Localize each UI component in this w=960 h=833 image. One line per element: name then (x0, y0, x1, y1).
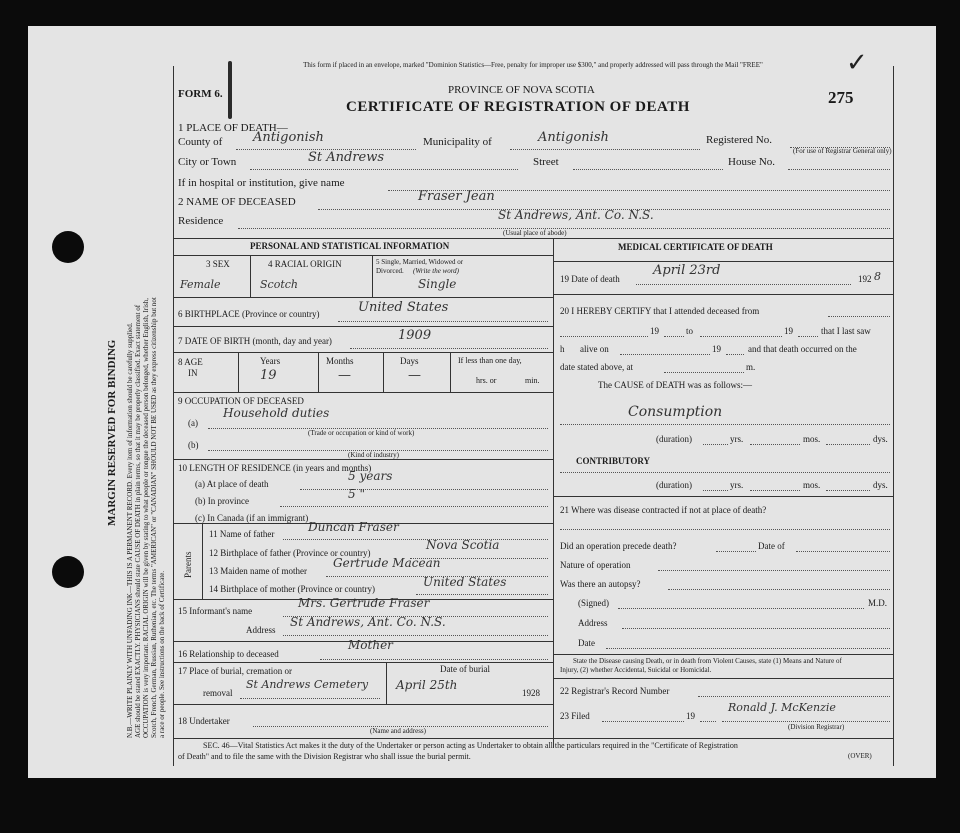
burial-date-value: April 25th (396, 678, 458, 692)
months-value: — (338, 368, 351, 383)
burial-date-label: Date of burial (440, 664, 490, 674)
envelope-notice: This form if placed in an envelope, marked "Dominion Statistics—Free, penalty for improper use $300," and properly addressed will pass through the Mail "FREE" (303, 61, 763, 69)
death-year-prefix: 192 (858, 274, 872, 284)
father-bp-value: Nova Scotia (426, 538, 500, 552)
nature-label: Nature of operation (560, 560, 631, 570)
days-label: Days (400, 356, 419, 366)
contracted-label: 21 Where was disease contracted if not at place of death? (560, 505, 767, 515)
cause-yrs: yrs. (730, 434, 744, 444)
death-occurred: and that death occurred on the (748, 344, 857, 354)
registered-label: Registered No. (706, 134, 772, 146)
dob-value: 1909 (398, 328, 432, 343)
city-label: City or Town (178, 156, 237, 168)
residence-length-heading: 10 LENGTH OF RESIDENCE (in years and months) (178, 463, 372, 473)
to-19: 19 (784, 326, 793, 336)
med-date-label: Date (578, 638, 595, 648)
burial-label-2: removal (203, 688, 233, 698)
state-note-1: State the Disease causing Death, or in death from Violent Causes, state (1) Means and Nature of (573, 657, 842, 665)
years-label: Years (260, 356, 281, 366)
racial-label: 4 RACIAL ORIGIN (268, 259, 342, 269)
occ-a-note: (Trade or occupation or kind of work) (308, 429, 415, 437)
dob-label: 7 DATE OF BIRTH (month, day and year) (178, 336, 332, 346)
date-of-label: Date of (758, 541, 785, 551)
operation-label: Did an operation precede death? (560, 541, 677, 551)
days-value: — (408, 368, 421, 383)
marital-label-1: 5 Single, Married, Widowed or (376, 258, 464, 266)
md-label: M.D. (868, 598, 888, 608)
months-label: Months (326, 356, 354, 366)
sex-value: Female (180, 278, 221, 291)
marital-value: Single (418, 277, 457, 291)
years-value: 19 (260, 368, 277, 383)
margin-label: MARGIN RESERVED FOR BINDING (106, 339, 118, 526)
side-instruction-1: N.B.—WRITE PLAINLY WITH UNFADING INK—THIS IS A PERMANENT RECORD. Every item of information should be carefully supplied. (126, 322, 134, 738)
last-saw: that I last saw (821, 326, 871, 336)
cause-value: Consumption (628, 404, 723, 420)
res-a-label: (a) At place of death (195, 479, 269, 489)
state-note-2: Injury, (2) whether Accidental, Suicidal or Homicidal. (560, 666, 712, 674)
side-instruction-4: Scotch, French, German, Russian, Ruthenian, etc. The terms "AMERICAN" or "CANADIAN" SHOULD NOT BE USED as they express citizenship but not (150, 297, 158, 738)
column-divider (553, 238, 554, 748)
occ-b-note: (Kind of industry) (348, 451, 399, 459)
res-b-label: (b) In province (195, 496, 249, 506)
occ-b-label: (b) (188, 440, 199, 450)
death-year-value: 8 (874, 270, 881, 283)
alive-on: alive on (580, 344, 609, 354)
signed-label: (Signed) (578, 598, 609, 608)
residence-label: Residence (178, 215, 224, 227)
county-label: County of (178, 136, 223, 148)
mother-label: 13 Maiden name of mother (209, 566, 307, 576)
racial-value: Scotch (260, 278, 298, 291)
birthplace-value: United States (358, 300, 449, 315)
informant-label: 15 Informant's name (178, 606, 253, 616)
mother-value: Gertrude Macean (333, 556, 441, 570)
res-c-label: (c) In Canada (if an immigrant) (195, 513, 309, 523)
filed-19: 19 (686, 711, 695, 721)
cause-dys: dys. (873, 434, 888, 444)
certificate-number: 275 (828, 88, 854, 107)
mother-bp-label: 14 Birthplace of mother (Province or country) (209, 584, 375, 594)
cause-label: The CAUSE of DEATH was as follows:— (598, 380, 752, 390)
hrs-label: hrs. or (476, 376, 497, 385)
address-value: St Andrews, Ant. Co. N.S. (290, 615, 446, 629)
mother-bp-value: United States (423, 575, 507, 589)
footer-line-1: SEC. 46—Vital Statistics Act makes it the duty of the Undertaker or person acting as Undertaker to obtain all the particulars required in the "Certificate of Registration (203, 741, 738, 750)
personal-heading: PERSONAL AND STATISTICAL INFORMATION (250, 241, 450, 251)
burial-value: St Andrews Cemetery (246, 678, 369, 691)
division-label: (Division Registrar) (788, 723, 845, 731)
footer-over: (OVER) (848, 752, 872, 760)
right-border (893, 66, 894, 766)
registrar-signature: Ronald J. McKenzie (728, 701, 836, 714)
birthplace-label: 6 BIRTHPLACE (Province or country) (178, 309, 320, 319)
filed-label: 23 Filed (560, 711, 590, 721)
city-value: St Andrews (308, 150, 385, 165)
m-label: m. (746, 362, 756, 372)
undertaker-label: 18 Undertaker (178, 716, 230, 726)
hospital-label: If in hospital or institution, give name (178, 177, 345, 189)
age-label-2: IN (188, 368, 198, 378)
contrib-duration-label: (duration) (656, 480, 692, 490)
pen-stroke-mark (228, 61, 232, 119)
autopsy-label: Was there an autopsy? (560, 579, 641, 589)
occ-a-value: Household duties (223, 406, 330, 420)
contrib-yrs: yrs. (730, 480, 744, 490)
contrib-mos: mos. (803, 480, 821, 490)
sex-label: 3 SEX (206, 259, 230, 269)
res-a-value: 5 years (348, 469, 393, 483)
footer-line-2: of Death" and to file the same with the Division Registrar who shall issue the burial permit. (178, 752, 471, 761)
name-value: Fraser Jean (418, 189, 495, 204)
residence-value: St Andrews, Ant. Co. N.S. (498, 208, 654, 222)
date-stated: date stated above, at (560, 362, 633, 372)
side-instruction-3: OCCUPATION is very important. RACIAL ORIGIN will be given by stating to what people or tongue the deceased person belonged, whether English, Irish, (142, 297, 150, 738)
relationship-label: 16 Relationship to deceased (178, 649, 279, 659)
res-b-value: 5 " (348, 487, 365, 501)
residence-note: (Usual place of abode) (503, 229, 567, 237)
check-mark: ✓ (846, 48, 868, 77)
registrar-label: 22 Registrar's Record Number (560, 686, 670, 696)
age-label-1: 8 AGE (178, 357, 203, 367)
punch-hole-top (52, 231, 84, 263)
burial-year: 1928 (522, 688, 540, 698)
min-label: min. (525, 376, 540, 385)
death-date-value: April 23rd (653, 263, 721, 278)
informant-value: Mrs. Gertrude Fraser (298, 596, 430, 610)
certificate-paper (28, 26, 936, 778)
med-address-label: Address (578, 618, 608, 628)
cause-mos: mos. (803, 434, 821, 444)
medical-heading: MEDICAL CERTIFICATE OF DEATH (618, 242, 773, 252)
undertaker-note: (Name and address) (370, 727, 426, 735)
municipality-label: Municipality of (423, 136, 492, 148)
h-label: h (560, 344, 565, 354)
father-bp-label: 12 Birthplace of father (Province or country) (209, 548, 371, 558)
certify-label: 20 I HEREBY CERTIFY that I attended deceased from (560, 306, 760, 316)
registered-note: (For use of Registrar General only) (793, 147, 892, 155)
punch-hole-bottom (52, 556, 84, 588)
burial-label-1: 17 Place of burial, cremation or (178, 666, 292, 676)
name-label: 2 NAME OF DECEASED (178, 196, 296, 208)
to-label: to (686, 326, 694, 336)
less-label: If less than one day, (458, 356, 522, 365)
father-label: 11 Name of father (209, 529, 275, 539)
street-label: Street (533, 156, 559, 168)
from-19: 19 (650, 326, 659, 336)
occupation-heading: 9 OCCUPATION OF DECEASED (178, 396, 304, 406)
relationship-value: Mother (348, 638, 393, 652)
side-instruction-2: AGE should be stated EXACTLY. PHYSICIANS should state CAUSE OF DEATH in plain terms, so that it may be properly classified. Exact statement of (134, 304, 142, 738)
alive-19: 19 (712, 344, 721, 354)
county-value: Antigonish (253, 130, 324, 145)
left-border (173, 66, 174, 766)
contrib-dys: dys. (873, 480, 888, 490)
page-title: CERTIFICATE OF REGISTRATION OF DEATH (346, 99, 690, 115)
province-heading: PROVINCE OF NOVA SCOTIA (448, 84, 595, 96)
contributory-label: CONTRIBUTORY (576, 456, 651, 466)
form-label: FORM 6. (178, 88, 223, 100)
parents-label: Parents (183, 551, 193, 578)
cause-duration-label: (duration) (656, 434, 692, 444)
occ-a-label: (a) (188, 418, 198, 428)
father-value: Duncan Fraser (308, 520, 399, 534)
death-date-label: 19 Date of death (560, 274, 620, 284)
side-instruction-5: a race or people. See instructions on the back of Certificate. (158, 570, 166, 738)
municipality-value: Antigonish (538, 130, 609, 145)
marital-note: (Write the word) (413, 267, 460, 275)
house-label: House No. (728, 156, 776, 168)
place-heading: 1 PLACE OF DEATH— (178, 122, 288, 134)
address-label: Address (246, 625, 276, 635)
marital-label-2: Divorced. (376, 267, 404, 275)
